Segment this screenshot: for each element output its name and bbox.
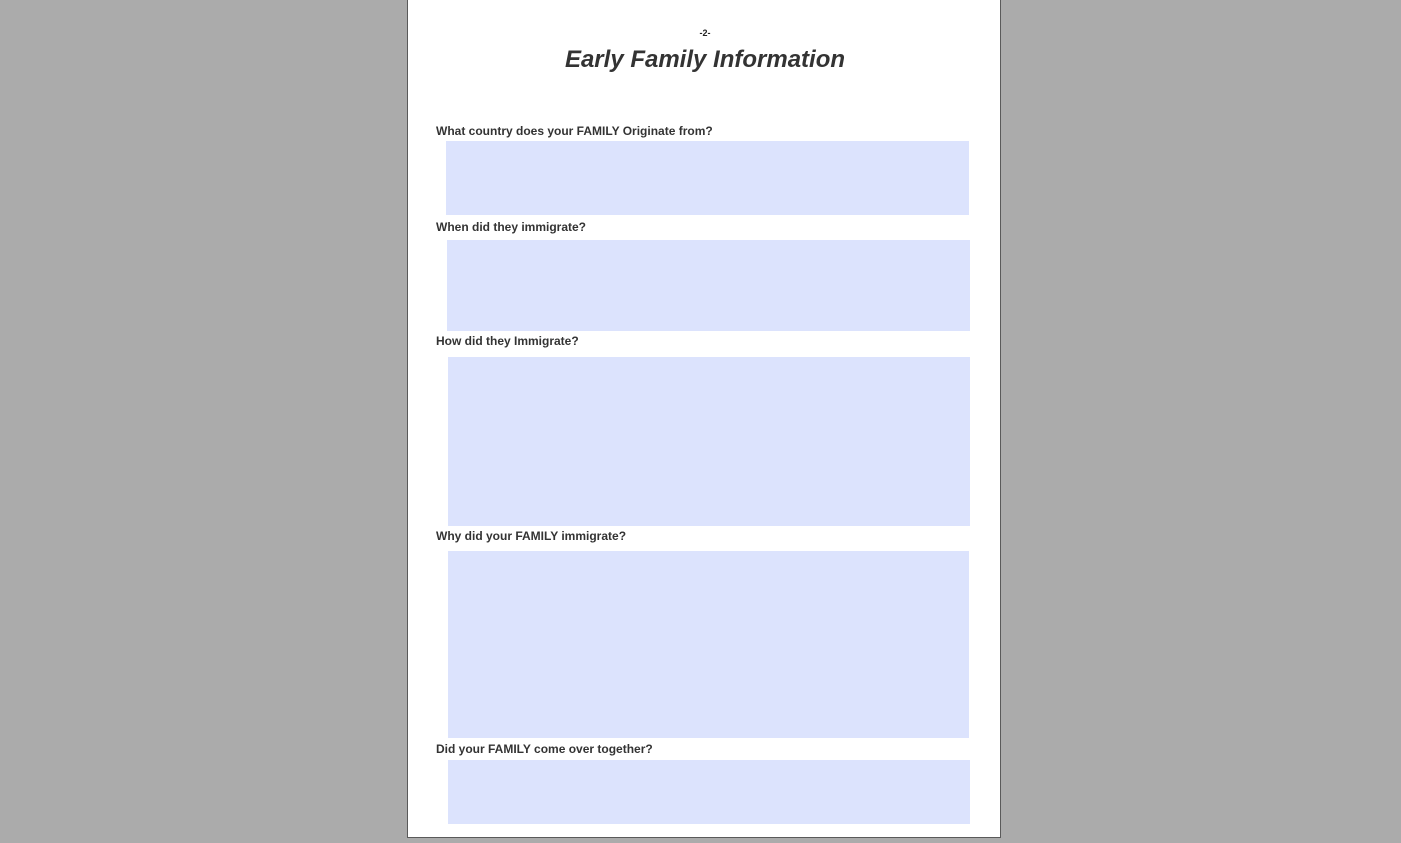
came-together-field[interactable] (448, 760, 970, 824)
pdf-page (407, 0, 1001, 838)
immigration-method-field[interactable] (448, 357, 970, 526)
immigration-date-field[interactable] (447, 240, 970, 331)
question-label-together: Did your FAMILY come over together? (436, 742, 653, 756)
question-label-how: How did they Immigrate? (436, 334, 579, 348)
page-title: Early Family Information (564, 46, 846, 73)
question-label-when: When did they immigrate? (436, 220, 587, 234)
immigration-reason-field[interactable] (448, 551, 969, 738)
country-origin-field[interactable] (446, 141, 969, 215)
page-number: -2- (699, 28, 711, 38)
question-label-why: Why did your FAMILY immigrate? (436, 529, 627, 543)
question-label-country: What country does your FAMILY Originate from? (436, 124, 713, 138)
